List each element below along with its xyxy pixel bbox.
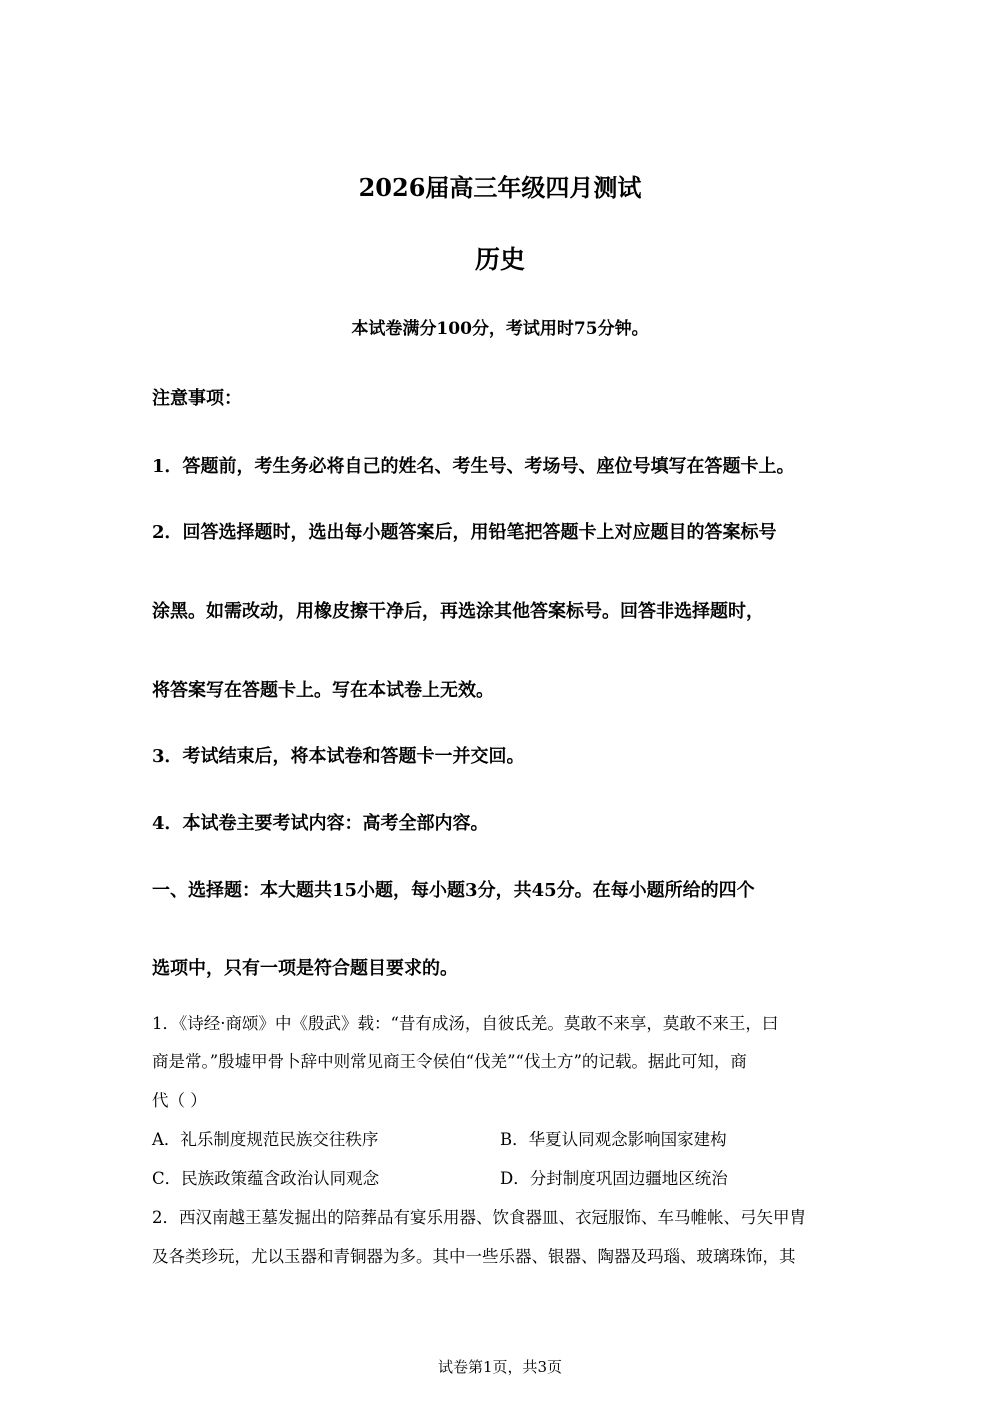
notice-item-1: 1．答题前，考生务必将自己的姓名、考生号、考场号、座位号填写在答题卡上。 xyxy=(152,456,795,477)
notice-item-2-line-1: 2．回答选择题时，选出每小题答案后，用铅笔把答题卡上对应题目的答案标号 xyxy=(152,522,777,543)
question-1-line-2: 商是常。”殷墟甲骨卜辞中则常见商王令侯伯“伐羌”“伐土方”的记载。据此可知，商 xyxy=(152,1052,747,1071)
question-2-line-1: 2．西汉南越王墓发掘出的陪葬品有宴乐用器、饮食器皿、衣冠服饰、车马帷帐、弓矢甲胄 xyxy=(152,1208,806,1227)
question-1-line-1: 1．《诗经·商颂》中《殷武》载：“昔有成汤，自彼氐羌。莫敢不来享，莫敢不来王，曰 xyxy=(152,1014,779,1033)
exam-subject: 历史 xyxy=(474,245,525,274)
question-1-option-d: D．分封制度巩固边疆地区统治 xyxy=(500,1169,728,1188)
exam-title: 2026届高三年级四月测试 xyxy=(358,173,642,202)
section-heading-line-1: 一、选择题：本大题共15小题，每小题3分，共45分。在每小题所给的四个 xyxy=(152,880,755,901)
question-2-line-2: 及各类珍玩，尤以玉器和青铜器为多。其中一些乐器、银器、陶器及玛瑙、玻璃珠饰，其 xyxy=(152,1247,796,1266)
question-1-option-b: B．华夏认同观念影响国家建构 xyxy=(500,1130,727,1149)
notice-item-2-line-3: 将答案写在答题卡上。写在本试卷上无效。 xyxy=(152,680,494,701)
notice-item-4: 4．本试卷主要考试内容：高考全部内容。 xyxy=(152,813,489,834)
question-1-option-c: C．民族政策蕴含政治认同观念 xyxy=(152,1169,380,1188)
section-heading-line-2: 选项中，只有一项是符合题目要求的。 xyxy=(152,958,458,979)
notice-heading: 注意事项： xyxy=(152,388,242,409)
question-1-line-3: 代（ ） xyxy=(152,1091,207,1110)
page-footer: 试卷第1页，共3页 xyxy=(437,1358,563,1376)
question-1-option-a: A．礼乐制度规范民族交往秩序 xyxy=(152,1130,379,1149)
score-info: 本试卷满分100分，考试用时75分钟。 xyxy=(351,319,649,339)
notice-item-3: 3．考试结束后，将本试卷和答题卡一并交回。 xyxy=(152,746,525,767)
notice-item-2-line-2: 涂黑。如需改动，用橡皮擦干净后，再选涂其他答案标号。回答非选择题时， xyxy=(152,601,764,622)
